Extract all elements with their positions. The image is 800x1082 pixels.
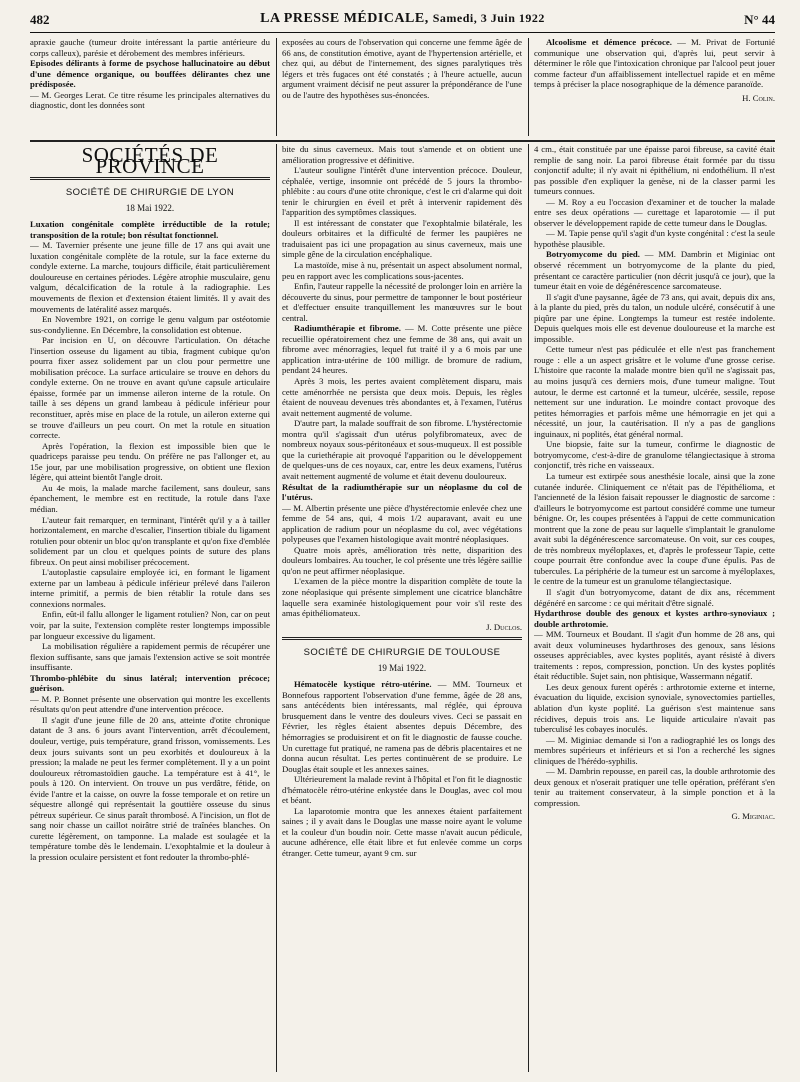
paragraph: Après 3 mois, les pertes avaient complètement disparu, mais cette aménorrhée ne persista que deux mois. Depuis, les règles étaient de nouveau devenues très abondantes et, à l'examen, l'utérus avait nettement augmenté de volume. bbox=[282, 376, 522, 418]
article-heading: Hydarthrose double des genoux et kystes arthro-synoviaux ; double arthrotomie. bbox=[534, 608, 775, 629]
paragraph: Après l'opération, la flexion est impossible bien que le quadriceps paraisse peu tendu. On préfère ne pas l'allonger et, au 15e jour, par une mobilisation progressive, on obtient une flexion légère, qui atteint bientôt l'angle droit. bbox=[30, 440, 270, 483]
society-heading: SOCIÉTÉ DE CHIRURGIE DE TOULOUSE bbox=[303, 647, 501, 659]
article-heading: Episodes délirants à forme de psychose hallucinatoire au début d'une démence organique, ou bouffées délirantes chez une prédisposée. bbox=[30, 58, 270, 90]
article-heading: Hématocèle kystique rétro-utérine. bbox=[294, 679, 432, 690]
paragraph: Radiumthérapie et fibrome. — M. Cotte présente une pièce recueillie opératoirement chez une femme de 38 ans, qui avait un fibrome avec ménorragies, lequel fut traité il y a 6 mois par une application intra-utérine de 100 milligr. de bromure de radium, pendant 24 heures. bbox=[282, 323, 522, 376]
paragraph: Il est intéressant de constater que l'exophtalmie bilatérale, les douleurs orbitaires et la difficulté de fermer les paupières ne traduisaient pas ici une propagation au sinus caverneux, mais une simple gêne de la circulation encéphalique. bbox=[282, 217, 522, 260]
paragraph: apraxie gauche (tumeur droite intéressant la partie antérieure du corps calleux), parésie et dérobement des membres inférieurs. bbox=[30, 37, 270, 58]
top-column-3 bbox=[534, 37, 775, 137]
article-heading: Radiumthérapie et fibrome. bbox=[294, 323, 401, 334]
paragraph: — M. Tapie pense qu'il s'agit d'un kyste congénital : c'est la seule hypothèse plausible. bbox=[534, 228, 775, 249]
section-rule bbox=[30, 140, 775, 142]
paragraph: Il s'agit d'une jeune fille de 20 ans, atteinte d'otite chronique datant de 3 ans. 6 jours avant l'intervention, arrêt d'écoulement, douleur, vertige, puis température, grand frisson, vomissements. Les deux jours suivants sont un peu exorbités et douloureux à la pression; la malade ne peut les fermer complètement. Il y a un point douloureux rétromastoïdien gauche. La température est à 41°, le pouls à 120. On intervient. On trouve un pus verdâtre, fétide, on évide l'antre et la caisse, on ouvre la fosse temporale et on retire un séquestre allongé qui représentait la gouttière osseuse du sinus pétreux supérieur. Ce sinus paraît thrombosé. A l'incision, un flot de sang noir chasse un caillot noirâtre strié de traînées blanches. On curette légèrement, on tamponne. La malade est soulagée et la température tombe dès le lendemain. L'exophtalmie et la douleur à la pression oculaire persistent et font redouter la thrombo-phlé- bbox=[30, 714, 270, 862]
paragraph: D'autre part, la malade souffrait de son fibrome. L'hystérectomie montra qu'il s'agissait d'un utérus polyfibromateux, avec de nombreux noyaux sous-péritonéaux et sous-muqueux. Il est possible que la curiethérapie ait provoqué l'apparition ou le développement de quelques-uns de ces noyaux, car, entre les deux examens, l'utérus avait nettement augmenté de volume et était devenu douloureux. bbox=[282, 418, 522, 481]
journal-title bbox=[30, 11, 775, 27]
paragraph: exposées au cours de l'observation qui concerne une femme âgée de 66 ans, de constitution émotive, ayant de l'hypertension artérielle, et chez qui, au début de l'internement, des signes paralytiques très légers et très fugaces ont été constatés ; à l'heure actuelle, aucun argument vraiment décisif ne peut assurer la prépondérance de l'une ou de l'autre des hypothèses sus-énoncées. bbox=[282, 37, 522, 100]
paragraph: L'auteur souligne l'intérêt d'une intervention précoce. Douleur, céphalée, vertige, insomnie ont précédé de 5 jours la thrombo-phlébite : au cours d'une otite chronique, c'est le cri d'alarme qui doit tenir le chirurgien en éveil et prêt à intervenir rapidement dès l'apparition des symptômes classiques. bbox=[282, 165, 522, 218]
article-heading: Résultat de la radiumthérapie sur un néoplasme du col de l'utérus. bbox=[282, 481, 522, 503]
paragraph: Enfin, l'auteur rappelle la nécessité de prolonger loin en arrière la découverte du sinus, pour permettre de tamponner le bout postérieur et d'effectuer ensuite tranquillement les manœuvres sur le bout central. bbox=[282, 281, 522, 323]
paragraph: Il s'agit d'une paysanne, âgée de 73 ans, qui avait, depuis dix ans, à la plante du pied, près du talon, un nodule ulcéré, consécutif à une piqûre par une épine. Longtemps la tumeur est restée indolente. Depuis quelques mois elle est devenue douloureuse et la marche est impossible. bbox=[534, 291, 775, 344]
paragraph: Cette tumeur n'est pas pédiculée et elle n'est pas franchement rouge : elle a un aspect grisâtre et le volume d'une grosse cerise. L'histoire que raconte la malade montre bien qu'il ne s'agissait pas, au moins jusqu'à ces derniers mois, d'une tumeur maligne. Tout autour, le derme est cartonné et la tumeur, ulcérée, sessile, repose nettement sur une induration. Le moindre contact provoque des petites hémorragies et parfois même une hémorragie en jet qui a nécessité, un jour, la cautérisation. Il n'y a pas de ganglions inguinaux, ni poplités, état général normal. bbox=[534, 344, 775, 439]
paragraph: — M. Tavernier présente une jeune fille de 17 ans qui avait une luxation congénitale complète de la rotule, sur la face externe du condyle externe. La marche, toujours difficile, était particulièrement douloureuse en certaines périodes. Légère atrophie musculaire, genu valgum, décalcification de la rotule à la radiographie. Les mouvements de flexion et d'extension étaient limités. Il y avait des mouvements de latéralité assez marqués. bbox=[30, 240, 270, 314]
paragraph: La mastoïde, mise à nu, présentait un aspect absolument normal, peu en rapport avec les complications sous-jacentes. bbox=[282, 260, 522, 281]
paragraph: La mobilisation régulière a rapidement permis de récupérer une flexion suffisante, sans que jamais l'extension active se soit montrée insuffisante. bbox=[30, 641, 270, 673]
main-column-1 bbox=[30, 144, 270, 1072]
issue-date: Samedi, 3 Juin 1922 bbox=[432, 11, 545, 25]
paragraph: — M. P. Bonnet présente une observation qui montre les excellents résultats qu'on peut attendre d'une intervention précoce. bbox=[30, 693, 270, 715]
article-heading: Botryomycome du pied. bbox=[546, 249, 640, 260]
signature: J. Duclos. bbox=[486, 621, 522, 632]
signature: H. Colin. bbox=[742, 92, 775, 103]
paragraph: L'examen de la pièce montre la disparition complète de toute la zone néoplasique qui présente simplement une cicatrice blanchâtre laquelle sera examinée histologiquement pour voir s'il reste des amas épithéliomateux. bbox=[282, 576, 522, 619]
section-rule bbox=[282, 637, 522, 640]
paragraph: La laparotomie montra que les annexes étaient parfaitement saines ; il y avait dans le Douglas une masse noire ayant le volume et la couleur d'un boudin noir. Cette masse n'avait aucun pédicule, aucune adhérence, elle était libre et fut enlevée comme un corps étranger. Cette tumeur, ayant 9 cm. sur bbox=[282, 805, 522, 858]
paragraph: — M. Roy a eu l'occasion d'examiner et de toucher la malade entre ses deux opérations — curettage et laparotomie — il put observer le développement rapide de cette tumeur dans le Douglas. bbox=[534, 196, 775, 228]
paragraph: Il s'agit d'un botryomycome, datant de dix ans, récemment dégénéré en sarcome : ce qui méritait d'être signalé. bbox=[534, 586, 775, 608]
page-number: 482 bbox=[30, 12, 50, 27]
issue-number: N° 44 bbox=[744, 12, 775, 27]
section-title: SOCIÉTÉS DE PROVINCE bbox=[81, 144, 219, 178]
top-column-2 bbox=[282, 37, 522, 137]
paragraph: Hématocèle kystique rétro-utérine. — MM. Tourneux et Bonnefous rapportent l'observation d'une femme, âgée de 28 ans, sans antécédents bien intéressants, mal réglée, qui éprouva brusquement dans le ventre des douleurs vives. Ceci se passait en Février, les règles étaient absentes depuis Décembre, des hémorragies se produisirent et on fit le diagnostic de fausse couche. Un curettage fut pratiqué, ne ramena pas de débris placentaires et ne donna aucun résultat. Les pertes continuèrent de se produire. Le Douglas était souple et les annexes saines. bbox=[282, 679, 522, 774]
paragraph: Ultérieurement la malade revint à l'hôpital et l'on fit le diagnostic d'hématocèle rétro-utérine enkystée dans le Douglas, avec col mou et béant. bbox=[282, 774, 522, 806]
paragraph: L'autoplastie capsulaire employée ici, en formant le ligament externe par un lambeau à pédicule inférieur prélevé dans l'aileron interne primitif, a permis de bien rétablir la rotule dans ses connexions normales. bbox=[30, 567, 270, 609]
main-column-3 bbox=[534, 144, 775, 1072]
paragraph: Par incision en U, on découvre l'articulation. On détache l'insertion osseuse du ligament au tibia, fragment cubique qu'on pourra fixer assez solidement par un clou pour permettre une mobilisation précoce. La surface articulaire se trouve en dehors du condyle externe. On ne trouve en avant qu'une capsule articulaire épaisse, formée par un immense aileron interne de la rotule. On taille à ses dépens un grand lambeau à pédicule inférieur pour reconstituer, après mise en place de la rotule, un aileron externe qui se trouve d'ailleurs un peu court. On met la rotule en situation correcte. bbox=[30, 335, 270, 441]
article-heading: Thrombo-phlébite du sinus latéral; intervention précoce; guérison. bbox=[30, 672, 270, 694]
meeting-date: 19 Mai 1922. bbox=[377, 662, 427, 673]
paragraph: 4 cm., était constituée par une épaisse paroi fibreuse, sa cavité était remplie de sang noir. La paroi fibreuse était formée par du tissu conjonctif adulte; il n'y avait ni épithélium, ni endothélium. Il n'est pas possible d'en expliquer la genèse, ni de la classer parmi les tumeurs connues. bbox=[534, 144, 775, 197]
paragraph: Une biopsie, faite sur la tumeur, confirme le diagnostic de botryomycome, c'est-à-dire de granulome télangiectasique à stroma conjonctif, très riche en vaisseaux. bbox=[534, 439, 775, 471]
signature: G. Miginiac. bbox=[731, 811, 775, 822]
paragraph: — M. Miginiac demande si l'on a radiographié les os longs des membres supérieurs et inférieurs et si l'on a recherché les signes cliniques de l'hérédo-syphilis. bbox=[534, 734, 775, 766]
paragraph: Botryomycome du pied. — MM. Dambrin et Miginiac ont observé récemment un botryomycome de la plante du pied, présentant ce caractère particulier (non décrit jusqu'à ce jour), que la tumeur était en voie de dégénérescence sarcomateuse. bbox=[534, 249, 775, 292]
article-heading: Alcoolisme et démence précoce. bbox=[546, 37, 672, 47]
paragraph: bite du sinus caverneux. Mais tout s'amende et on obtient une amélioration progressive et définitive. bbox=[282, 144, 522, 165]
meeting-date: 18 Mai 1922. bbox=[125, 202, 175, 213]
paragraph: Au 4e mois, la malade marche facilement, sans douleur, sans épanchement, le membre est en rectitude, la rotule dans l'axe médian. bbox=[30, 482, 270, 514]
main-column-2 bbox=[282, 144, 522, 1072]
paragraph: — M. Albertin présente une pièce d'hystérectomie enlevée chez une femme de 54 ans, qui, 4 mois 1/2 auparavant, avait eu une application de radium pour un néoplasme du col, avec végétations polypeuses que l'examen histologique avait montré néoplasiques. bbox=[282, 502, 522, 545]
paragraph: En Novembre 1921, on corrige le genu valgum par ostéotomie sus-condylienne. En Décembre, la consolidation est obtenue. bbox=[30, 314, 270, 335]
paragraph: — M. Dambrin repousse, en pareil cas, la double arthrotomie des deux genoux et n'oserait pratiquer une telle opération, préférant s'en tenir au traitement conservateur, à la simple ponction et à la compression. bbox=[534, 766, 775, 808]
page-header bbox=[30, 10, 775, 33]
column-divider bbox=[276, 38, 277, 136]
column-divider bbox=[528, 38, 529, 136]
journal-name: LA PRESSE MÉDICALE, bbox=[260, 11, 429, 26]
newspaper-page bbox=[30, 10, 775, 1072]
top-column-1 bbox=[30, 37, 270, 137]
paragraph: Les deux genoux furent opérés : arthrotomie externe et interne, évacuation du liquide, excision synoviale, synovectomies partielles, ablation d'un kyste poplité. La guérison s'est maintenue sans récidives, depuis trois ans. Le liquide articulaire n'avait pas tuberculisé les cobayes inoculés. bbox=[534, 681, 775, 735]
paragraph: La tumeur est extirpée sous anesthésie locale, ainsi que la zone cutanée indurée. Cliniquement ce n'était pas de l'épithélioma, et l'ancienneté de la lésion faisait repousser le diagnostic de sarcome : d'ailleurs le botryomycome est partout considéré comme une tumeur bénigne. Or, les coupes présentées à l'appui de cette communication montrent que la zone de peau sur laquelle s'implantait le granulome avait subi la dégénérescence sarcomateuse. On voit, sur ces coupes, de très nombreux myéloplaxes, et, d'après le professeur Tapie, cette coupe pourrait être confondue avec la coupe d'une épulis. Pas de tubercules. La périphérie de la tumeur est un sarcome à myéloplaxes, le centre de la tumeur est un granulome télangiectasique. bbox=[534, 470, 775, 587]
paragraph: Quatre mois après, amélioration très nette, disparition des douleurs lombaires. Au toucher, le col présente une très légère saillie qu'on ne peut affirmer néoplasique. bbox=[282, 544, 522, 576]
article-heading: Luxation congénitale complète irréductible de la rotule; transposition de la rotule; bon résultat fonctionnel. bbox=[30, 219, 270, 240]
society-heading: SOCIÉTÉ DE CHIRURGIE DE LYON bbox=[65, 187, 235, 199]
paragraph: Alcoolisme et démence précoce. — M. Privat de Fortunié communique une observation qui, d'après lui, peut servir à déterminer le rôle que l'intoxication chronique par l'alcool peut jouer comme facteur d'un affaiblissement intellectuel rapide et en même temps à préciser la place nosographique de la démence paranoïde. bbox=[534, 37, 775, 90]
column-divider bbox=[528, 144, 529, 1072]
column-divider bbox=[276, 144, 277, 1072]
paragraph: L'auteur fait remarquer, en terminant, l'intérêt qu'il y a à tailler horizontalement, en marche d'escalier, l'insertion tibiale du ligament rotulien pour obtenir un bloc qu'on transplante et qu'on fixe d'emblée solidement par un clou et quelques points de suture des plans fibreux. On peut ainsi mobiliser précocement. bbox=[30, 514, 270, 567]
paragraph: Enfin, eût-il fallu allonger le ligament rotulien? Non, car on peut voir, par la suite, l'extension complète rester longtemps impossible par longueur excessive du ligament. bbox=[30, 609, 270, 641]
paragraph: — MM. Tourneux et Boudant. Il s'agit d'un homme de 28 ans, qui avait deux volumineuses hydarthroses des genoux, sans lésions osseuses appréciables, avec kystes poplités, ayant résisté à divers traitements : repos, compression, ponction. Un des kystes poplités était réductible. Sujet sain, non phtisique, Wassermann négatif. bbox=[534, 629, 775, 682]
paragraph: — M. Georges Lerat. Ce titre résume les principales alternatives du diagnostic, dont les données sont bbox=[30, 89, 270, 111]
